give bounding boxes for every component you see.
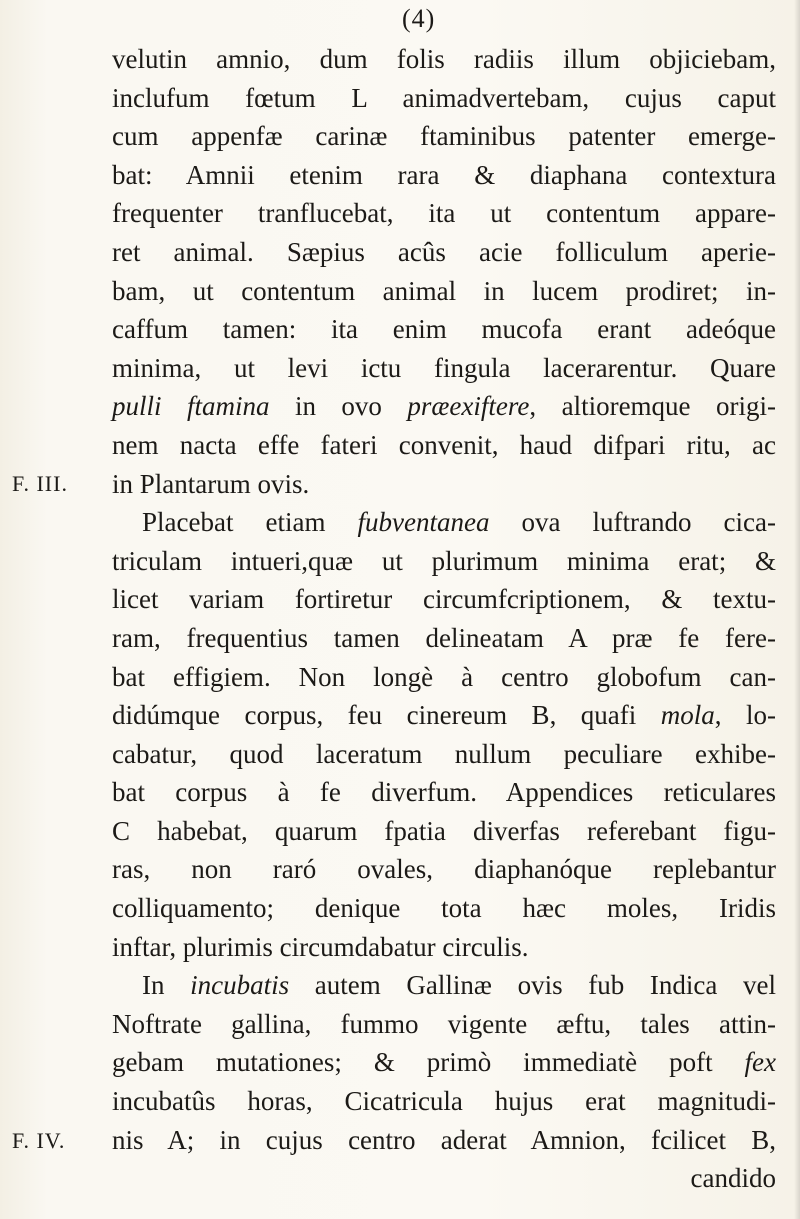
text-line bbox=[112, 156, 776, 195]
text-line bbox=[112, 580, 776, 619]
line-text: inclufum fœtum L animadvertebam, cujus caput bbox=[112, 82, 776, 113]
text-line bbox=[112, 928, 776, 967]
text-line bbox=[112, 310, 776, 349]
line-text: bam, ut contentum animal in lucem prodiret; in- bbox=[112, 275, 776, 306]
line-text: ret animal. Sæpius acûs acie folliculum aperie- bbox=[112, 236, 776, 267]
line-text: gebam mutationes; & primò immediatè poft bbox=[112, 1047, 745, 1078]
text-line bbox=[112, 1005, 776, 1044]
line-text: candido bbox=[690, 1163, 776, 1194]
line-text: in Plantarum ovis. bbox=[112, 468, 310, 499]
text-line bbox=[112, 194, 776, 233]
line-text: In bbox=[142, 970, 191, 1001]
line-text: bat corpus à fe diverfum. Appendices reticulares bbox=[112, 777, 776, 808]
margin-note-figure-iv: F. IV. bbox=[12, 1128, 66, 1153]
text-line bbox=[112, 542, 776, 581]
margin-note-figure-iii: F. III. bbox=[12, 471, 68, 496]
text-line bbox=[112, 1082, 776, 1121]
text-line bbox=[112, 40, 776, 79]
text-line bbox=[112, 426, 776, 465]
line-text: ras, non raró ovales, diaphanóque replebantur bbox=[112, 854, 776, 885]
line-text: C habebat, quarum fpatia diverfas referebant figu- bbox=[112, 815, 776, 846]
text-line bbox=[112, 1043, 776, 1082]
text-line bbox=[112, 272, 776, 311]
line-text: caffum tamen: ita enim mucofa erant adeóque bbox=[112, 314, 776, 345]
catchword bbox=[112, 1159, 776, 1198]
text-line bbox=[112, 773, 776, 812]
page-edge-shadow bbox=[794, 0, 800, 1219]
line-text: frequenter tranflucebat, ita ut contentum appare- bbox=[112, 198, 776, 229]
line-text: in ovo bbox=[269, 391, 408, 422]
body-text bbox=[112, 40, 776, 1198]
text-line bbox=[112, 850, 776, 889]
italic-text: fubventanea bbox=[357, 507, 490, 538]
line-text: minima, ut levi ictu fingula lacerarentur. Quare bbox=[112, 352, 776, 383]
text-line bbox=[112, 387, 776, 426]
text-line bbox=[112, 503, 776, 542]
line-text: Noftrate gallina, fummo vigente æftu, tales attin- bbox=[112, 1008, 776, 1039]
text-line bbox=[112, 966, 776, 1005]
text-line bbox=[112, 465, 776, 504]
line-text: licet variam fortiretur circumfcriptionem, & textu- bbox=[112, 584, 776, 615]
text-line bbox=[112, 619, 776, 658]
line-text: ram, frequentius tamen delineatam A præ fe fere- bbox=[112, 622, 776, 653]
text-line bbox=[112, 117, 776, 156]
italic-text: pulli ftamina bbox=[112, 391, 270, 422]
line-text: bat effigiem. Non longè à centro globofum can- bbox=[112, 661, 776, 692]
line-text: ova luftrando cica- bbox=[489, 507, 776, 538]
page-number: (4) bbox=[402, 4, 436, 33]
line-text: , lo- bbox=[714, 700, 776, 731]
italic-text: fex bbox=[744, 1047, 776, 1078]
line-text: cum appenfæ carinæ ftaminibus patenter emerge- bbox=[112, 121, 776, 152]
line-text: velutin amnio, dum folis radiis illum objiciebam, bbox=[112, 44, 776, 74]
line-text: didúmque corpus, feu cinereum B, quafi bbox=[112, 700, 661, 731]
line-text: colliquamento; denique tota hæc moles, Iridis bbox=[112, 893, 776, 924]
text-line bbox=[112, 1121, 776, 1160]
text-line bbox=[112, 812, 776, 851]
text-line bbox=[112, 658, 776, 697]
italic-text: præexiftere bbox=[407, 391, 530, 422]
text-line bbox=[112, 696, 776, 735]
text-line bbox=[112, 349, 776, 388]
line-text: , altioremque origi- bbox=[529, 391, 776, 422]
italic-text: mola bbox=[660, 700, 715, 731]
line-text: autem Gallinæ ovis fub Indica vel bbox=[289, 970, 776, 1001]
line-text: bat: Amnii etenim rara & diaphana contextura bbox=[112, 159, 776, 190]
italic-text: incubatis bbox=[190, 970, 290, 1001]
line-text: inftar, plurimis circumdabatur circulis. bbox=[112, 931, 529, 962]
text-line bbox=[112, 233, 776, 272]
line-text: cabatur, quod laceratum nullum peculiare exhibe- bbox=[112, 738, 776, 769]
line-text: incubatûs horas, Cicatricula hujus erat magnitudi- bbox=[112, 1086, 776, 1117]
line-text: nis A; in cujus centro aderat Amnion, fcilicet B, bbox=[112, 1124, 776, 1155]
text-line bbox=[112, 79, 776, 118]
line-text: Placebat etiam bbox=[142, 507, 358, 538]
text-line bbox=[112, 735, 776, 774]
text-line bbox=[112, 889, 776, 928]
line-text: triculam intueri,quæ ut plurimum minima erat; & bbox=[112, 545, 776, 576]
line-text: nem nacta effe fateri convenit, haud difpari ritu, ac bbox=[112, 429, 776, 460]
